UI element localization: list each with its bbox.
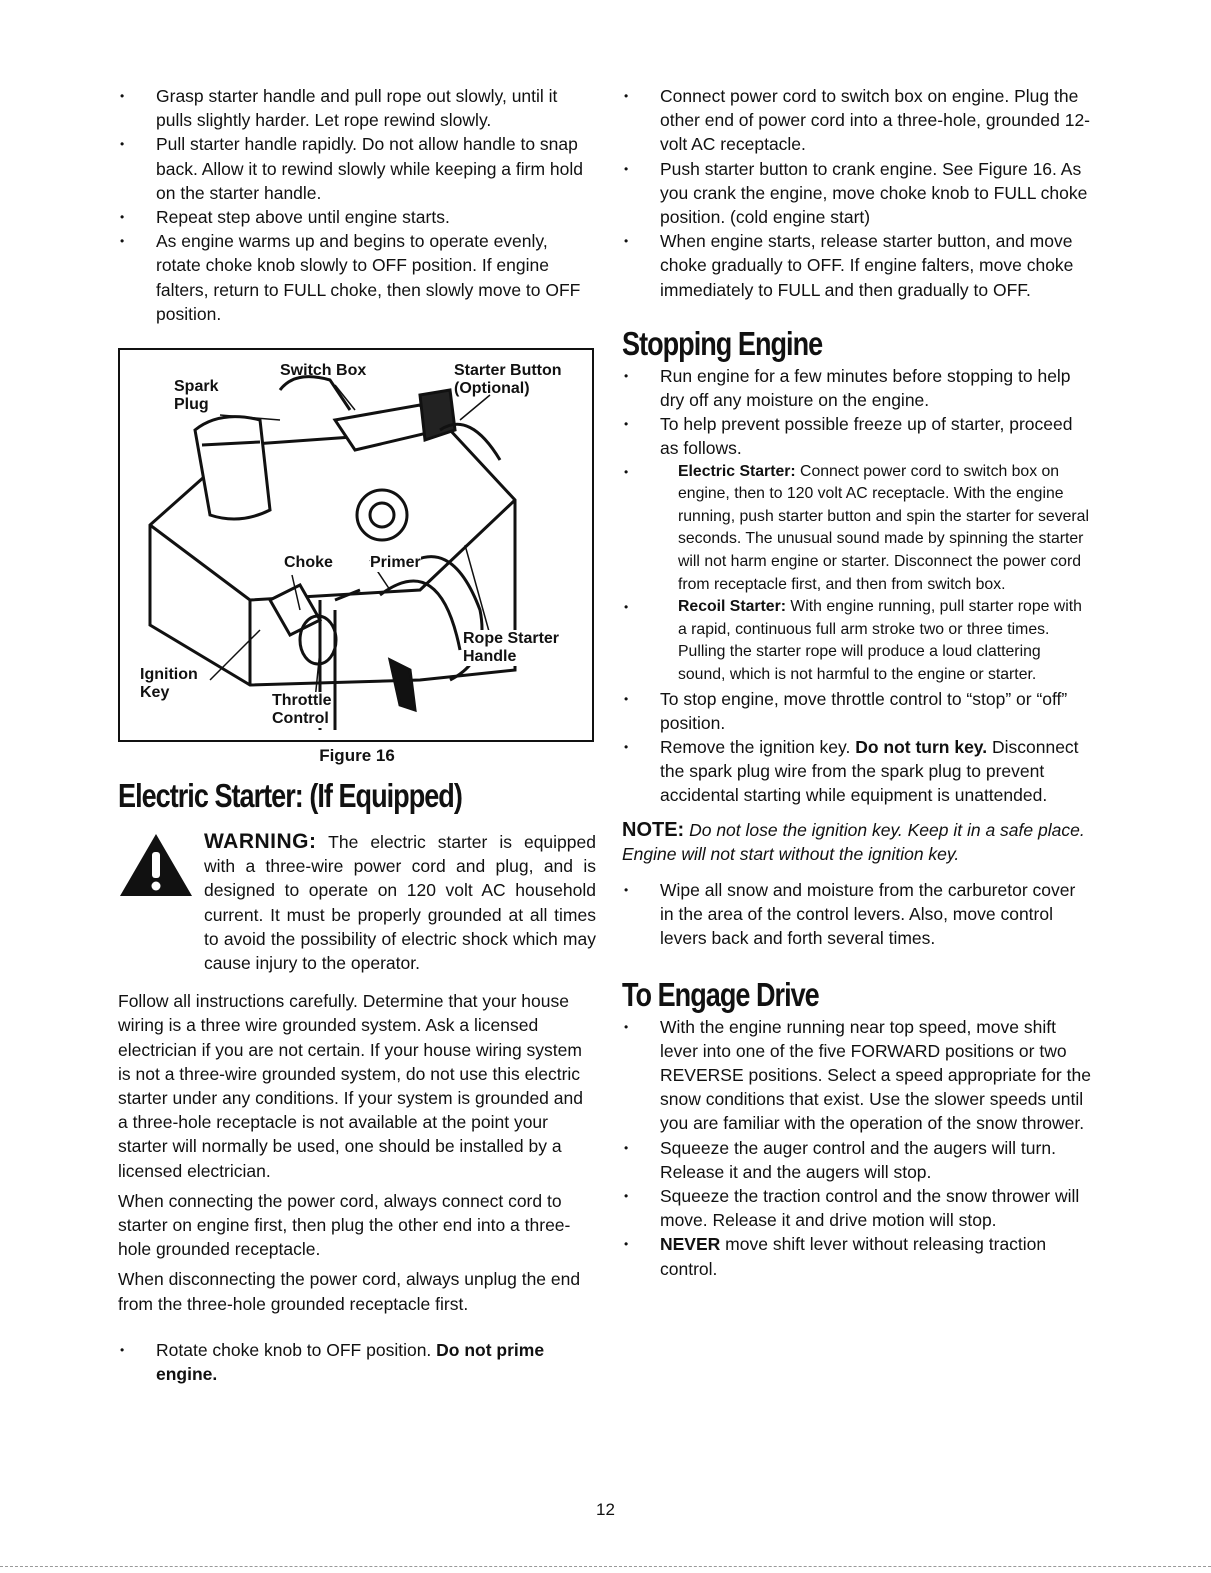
list-item (118, 1338, 596, 1386)
list-item: • Squeeze the traction control and the snow thrower will move. Release it and drive motion will stop. (622, 1184, 1092, 1232)
bullet-bold-text: NEVER (660, 1234, 721, 1255)
section-heading-electric-starter: Electric Starter: (If Equipped) (118, 777, 462, 815)
label-switch-box: Switch Box (280, 362, 367, 380)
right-column (622, 84, 1092, 1281)
stop-bullet-list (622, 687, 1092, 808)
label-throttle-control: Throttle Control (272, 692, 332, 728)
note-text: Do not lose the ignition key. Keep it in a safe place. Engine will not start without the ignition key. (622, 819, 1085, 864)
list-item: • When engine starts, release starter button, and move choke gradually to OFF. If engine falters, move choke immediately to FULL and then gradually to OFF. (622, 229, 1092, 302)
list-item: • Run engine for a few minutes before stopping to help dry off any moisture on the engine. (622, 364, 1092, 412)
sub-bullet-text: With engine running, pull starter rope with a rapid, continuous full arm stroke two or three times. Pulling the starter rope will produce a loud clattering sound, which is not harmful to the engine or starter. (678, 598, 1082, 683)
bullet-text: Disconnect the spark plug wire from the spark plug to prevent accidental starting while equipment is unattended. (660, 736, 1079, 806)
note-block (622, 818, 1092, 866)
label-ignition-key: Ignition Key (140, 666, 198, 702)
label-primer: Primer (370, 554, 421, 572)
warning-block (118, 830, 596, 975)
list-item: • With the engine running near top speed, move shift lever into one of the five FORWARD positions or two REVERSE positions. Select a speed appropriate for the snow conditions that exist. Use the slower speeds until you are familiar with the operation of the snow thrower. (622, 1015, 1092, 1136)
label-rope-starter-handle: Rope Starter Handle (463, 630, 560, 666)
bullet-bold-text: Do not turn key. (855, 736, 988, 757)
list-item: • Connect power cord to switch box on engine. Plug the other end of power cord into a three-hole, grounded 12-volt AC receptacle. (622, 84, 1092, 157)
paragraph: When connecting the power cord, always connect cord to starter on engine first, then plug the other end into a three-hole grounded receptacle. (118, 1190, 571, 1260)
page-bottom-divider (0, 1566, 1211, 1567)
list-item: • Push starter button to crank engine. See Figure 16. As you crank the engine, move choke knob to FULL choke position. (cold engine start) (622, 157, 1092, 230)
engage-bullet-list (622, 1015, 1092, 1281)
section-heading-stopping-engine: Stopping Engine (622, 324, 823, 362)
note-label: NOTE: (622, 818, 685, 841)
list-item: • As engine warms up and begins to operate evenly, rotate choke knob slowly to OFF position. If engine falters, return to FULL choke, then slowly move to OFF position. (118, 229, 596, 326)
list-item: • To help prevent possible freeze up of starter, proceed as follows. (622, 412, 1092, 460)
paragraph: When disconnecting the power cord, always unplug the end from the three-hole grounded receptacle first. (118, 1269, 581, 1314)
section-heading-engage-drive: To Engage Drive (622, 975, 819, 1013)
label-spark-plug: Spark Plug (174, 378, 219, 414)
list-item (622, 461, 1092, 597)
list-item: • Squeeze the auger control and the augers will turn. Release it and the augers will stop. (622, 1136, 1092, 1184)
figure-caption: Figure 16 (319, 746, 395, 766)
list-item: • Grasp starter handle and pull rope out slowly, until it pulls slightly harder. Let rope rewind slowly. (118, 84, 596, 132)
label-choke: Choke (284, 554, 333, 572)
bullet-text: Remove the ignition key. (660, 736, 856, 757)
list-item: • Repeat step above until engine starts. (118, 205, 596, 229)
list-item: • Wipe all snow and moisture from the carburetor cover in the area of the control levers. Also, move control levers back and forth several times. (622, 878, 1092, 951)
stopping-bullet-list (622, 364, 1092, 461)
list-item (622, 596, 1092, 686)
warning-triangle-icon (118, 832, 194, 898)
sub-bullet-text: Connect power cord to switch box on engine, then to 120 volt AC receptacle. With the engine running, push starter button and spin the starter for several seconds. The unusual sound made by spinning the starter will not harm engine or starter. Disconnect the power cord from receptacle first, and then from switch box. (678, 462, 1089, 593)
list-item: • Pull starter handle rapidly. Do not allow handle to snap back. Allow it to rewind slowly while keeping a firm hold on the starter handle. (118, 132, 596, 205)
sub-bullet-label: Recoil Starter: (678, 598, 786, 616)
wipe-bullet-list (622, 878, 1092, 951)
bullet-text: Rotate choke knob to OFF position. (156, 1339, 437, 1360)
list-item (622, 1232, 1092, 1280)
left-column (118, 84, 596, 1386)
intro-bullet-list (118, 84, 596, 326)
bullet-text: move shift lever without releasing traction control. (660, 1234, 1047, 1279)
sub-bullet-label: Electric Starter: (678, 462, 796, 480)
list-item: • To stop engine, move throttle control to “stop” or “off” position. (622, 687, 1092, 735)
list-item (622, 735, 1092, 808)
final-bullet-list (118, 1338, 596, 1386)
warning-body: The electric starter is equipped with a three-wire power cord and plug, and is designed to operate on 120 volt AC household current. It must be properly grounded at all times to avoid the possibility of electric shock which may cause injury to the operator. (204, 832, 596, 974)
figure-16-engine-diagram (118, 348, 594, 742)
page-number: 12 (596, 1500, 615, 1519)
starter-sub-bullet-list (622, 461, 1092, 687)
label-starter-button: Starter Button (Optional) (454, 362, 562, 398)
top-bullet-list (622, 84, 1092, 302)
paragraph: Follow all instructions carefully. Determine that your house wiring is a three wire grounded system. Ask a licensed electrician if you are not certain. If your house wiring system is not a three-wire grounded system, do not use this electric starter under any conditions. If your system is grounded and a three-hole receptacle is not available at the point your starter will normally be used, one should be installed by a licensed electrician. (118, 991, 583, 1181)
bullet-bold-text: Do not prime engine. (156, 1339, 545, 1385)
warning-text (204, 830, 596, 975)
warning-title: WARNING: (204, 830, 317, 854)
